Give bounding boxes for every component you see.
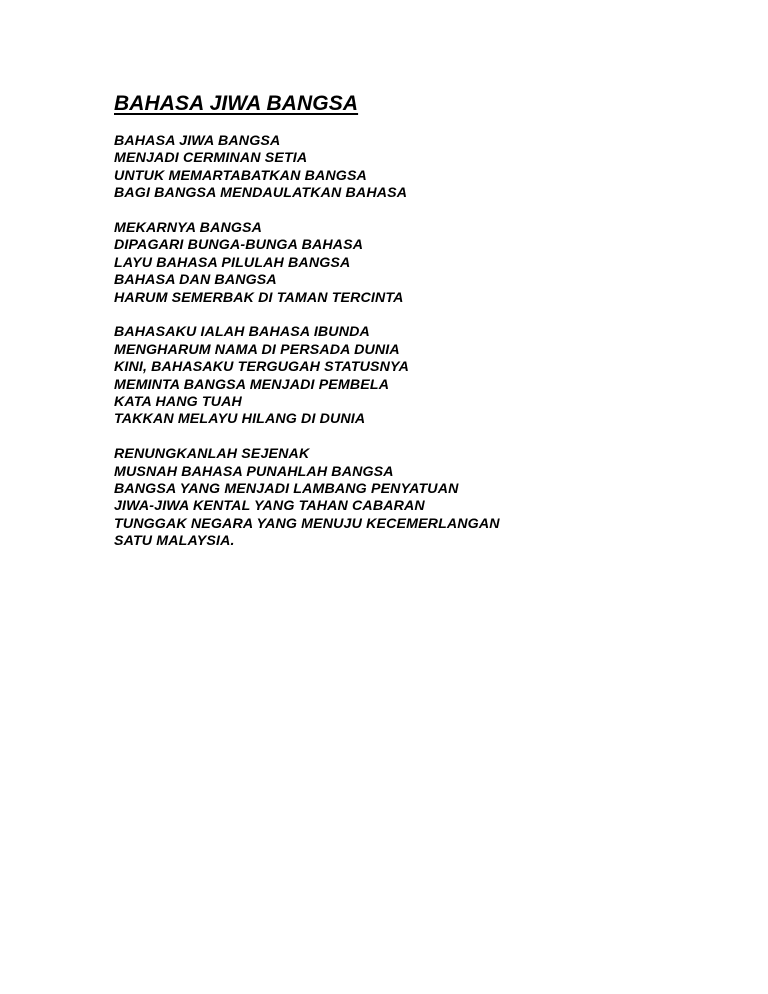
poem-line: MEKARNYA BANGSA [114, 220, 263, 237]
poem-line: JIWA-JIWA KENTAL YANG TAHAN CABARAN [114, 498, 425, 515]
poem-line: MENGHARUM NAMA DI PERSADA DUNIA [114, 341, 400, 358]
poem-line: BAHASA DAN BANGSA [114, 272, 277, 289]
poem-line: LAYU BAHASA PILULAH BANGSA [114, 254, 351, 271]
poem-line: UNTUK MEMARTABATKAN BANGSA [114, 167, 367, 184]
stanza-3 [114, 324, 500, 428]
poem-line: TAKKAN MELAYU HILANG DI DUNIA [114, 411, 366, 428]
poem-line: MEMINTA BANGSA MENJADI PEMBELA [114, 376, 390, 393]
poem-line: BAHASA JIWA BANGSA [114, 133, 281, 149]
stanza-2 [114, 220, 500, 307]
poem-line: BAHASAKU IALAH BAHASA IBUNDA [114, 324, 370, 341]
poem-line: DIPAGARI BUNGA-BUNGA BAHASA [114, 237, 364, 254]
poem-line: MENJADI CERMINAN SETIA [114, 150, 308, 167]
poem-line: RENUNGKANLAH SEJENAK [114, 446, 310, 463]
poem-line: HARUM SEMERBAK DI TAMAN TERCINTA [114, 289, 404, 306]
stanza-4 [114, 446, 500, 550]
poem-line: KATA HANG TUAH [114, 394, 242, 411]
poem-line: SATU MALAYSIA. [114, 533, 235, 550]
poem-line: TUNGGAK NEGARA YANG MENUJU KECEMERLANGAN [114, 515, 500, 532]
poem-line: BAGI BANGSA MENDAULATKAN BAHASA [114, 185, 408, 202]
poem-body [114, 133, 500, 568]
poem-line: KINI, BAHASAKU TERGUGAH STATUSNYA [114, 359, 410, 376]
poem-line: BANGSA YANG MENJADI LAMBANG PENYATUAN [114, 481, 459, 498]
stanza-1 [114, 133, 500, 203]
poem-line: MUSNAH BAHASA PUNAHLAH BANGSA [114, 463, 394, 480]
poem-title: BAHASA JIWA BANGSA [114, 92, 359, 115]
